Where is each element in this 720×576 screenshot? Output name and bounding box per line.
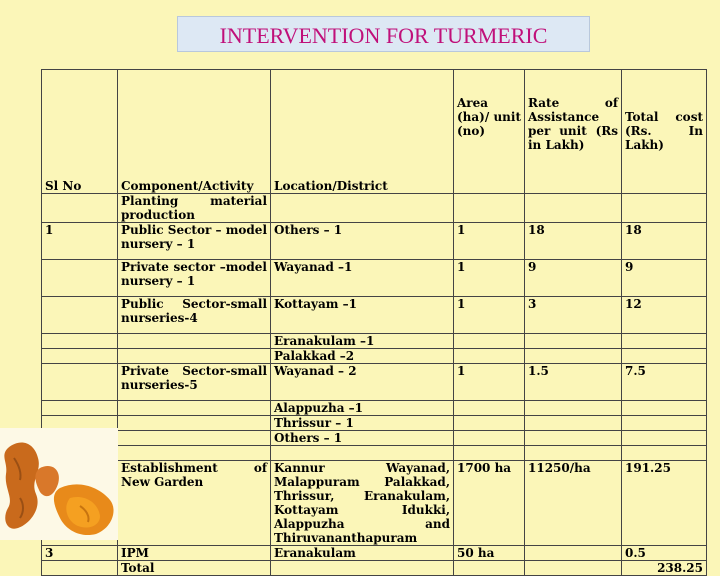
cell-sl	[42, 297, 118, 334]
header-location: Location/District	[271, 70, 454, 194]
cell-total	[622, 334, 707, 349]
cell-area	[454, 416, 525, 431]
cell-component: Planting material production	[118, 194, 271, 223]
cell-location: Wayanad –1	[271, 260, 454, 297]
cell-sl	[42, 401, 118, 416]
cell-area: 1	[454, 223, 525, 260]
cell-location: Thrissur – 1	[271, 416, 454, 431]
cell-total: 191.25	[622, 461, 707, 546]
cell-area	[454, 446, 525, 461]
table-row	[42, 223, 707, 260]
cell-total	[622, 194, 707, 223]
cell-sl	[42, 334, 118, 349]
cell-rate: 9	[525, 260, 622, 297]
cell-component: Total	[118, 561, 271, 576]
cell-total: 238.25	[622, 561, 707, 576]
cell-area	[454, 431, 525, 446]
cell-location: Others – 1	[271, 431, 454, 446]
cell-total: 12	[622, 297, 707, 334]
cell-rate	[525, 446, 622, 461]
cell-component: Public Sector – model nursery – 1	[118, 223, 271, 260]
cell-area	[454, 194, 525, 223]
table-row	[42, 349, 707, 364]
table-row	[42, 546, 707, 561]
cell-rate	[525, 334, 622, 349]
cell-sl	[42, 349, 118, 364]
cell-component	[118, 446, 271, 461]
table-row	[42, 401, 707, 416]
header-area: Area (ha)/ unit (no)	[454, 70, 525, 194]
cell-component	[118, 401, 271, 416]
cell-total	[622, 401, 707, 416]
cell-component	[118, 416, 271, 431]
cell-location	[271, 561, 454, 576]
cell-area	[454, 561, 525, 576]
cell-area	[454, 401, 525, 416]
cell-rate	[525, 546, 622, 561]
cell-total: 18	[622, 223, 707, 260]
cell-location: Palakkad –2	[271, 349, 454, 364]
cell-location: Eranakulam	[271, 546, 454, 561]
table-row	[42, 297, 707, 334]
cell-rate	[525, 431, 622, 446]
cell-location: Wayanad – 2	[271, 364, 454, 401]
table-row	[42, 446, 707, 461]
cell-rate: 11250/ha	[525, 461, 622, 546]
cell-rate	[525, 416, 622, 431]
cell-total: 9	[622, 260, 707, 297]
header-sl: Sl No	[42, 70, 118, 194]
header-rate: Rate of Assistance per unit (Rs in Lakh)	[525, 70, 622, 194]
cell-component	[118, 334, 271, 349]
cell-sl: 3	[42, 546, 118, 561]
cell-total	[622, 349, 707, 364]
cell-area	[454, 349, 525, 364]
table-row	[42, 364, 707, 401]
cell-rate	[525, 349, 622, 364]
cell-area	[454, 334, 525, 349]
cell-area: 1	[454, 364, 525, 401]
page-title: INTERVENTION FOR TURMERIC	[177, 16, 590, 52]
cell-total: 0.5	[622, 546, 707, 561]
cell-total: 7.5	[622, 364, 707, 401]
cell-location: Alappuzha –1	[271, 401, 454, 416]
turmeric-rhizome-image	[0, 428, 118, 540]
cell-area: 1	[454, 260, 525, 297]
cell-component: Public Sector-small nurseries-4	[118, 297, 271, 334]
table-row	[42, 431, 707, 446]
table-header-row	[42, 70, 707, 194]
cell-sl: 1	[42, 223, 118, 260]
cell-component: Private sector –model nursery – 1	[118, 260, 271, 297]
cell-sl	[42, 561, 118, 576]
cell-location	[271, 194, 454, 223]
header-total: Total cost (Rs. In Lakh)	[622, 70, 707, 194]
cell-component	[118, 431, 271, 446]
turmeric-intervention-table	[41, 69, 707, 576]
table-row	[42, 334, 707, 349]
table-row	[42, 461, 707, 546]
cell-location: Eranakulam –1	[271, 334, 454, 349]
cell-rate: 1.5	[525, 364, 622, 401]
cell-area: 1	[454, 297, 525, 334]
cell-location: Kottayam –1	[271, 297, 454, 334]
header-component: Component/Activity	[118, 70, 271, 194]
cell-rate: 18	[525, 223, 622, 260]
cell-component	[118, 349, 271, 364]
table-row	[42, 194, 707, 223]
cell-rate	[525, 561, 622, 576]
cell-sl	[42, 194, 118, 223]
table-row-total	[42, 561, 707, 576]
cell-location: Others – 1	[271, 223, 454, 260]
cell-rate	[525, 401, 622, 416]
cell-component: Establishment of New Garden	[118, 461, 271, 546]
cell-component: Private Sector-small nurseries-5	[118, 364, 271, 401]
cell-location	[271, 446, 454, 461]
cell-location: Kannur Wayanad, Malappuram Palakkad, Thrissur, Eranakulam, Kottayam Idukki, Alappuzha and Thiruvananthapuram	[271, 461, 454, 546]
cell-component: IPM	[118, 546, 271, 561]
cell-sl	[42, 364, 118, 401]
table-row	[42, 416, 707, 431]
cell-rate	[525, 194, 622, 223]
cell-rate: 3	[525, 297, 622, 334]
cell-sl	[42, 260, 118, 297]
cell-total	[622, 431, 707, 446]
cell-area: 1700 ha	[454, 461, 525, 546]
cell-total	[622, 416, 707, 431]
table-row	[42, 260, 707, 297]
cell-total	[622, 446, 707, 461]
cell-area: 50 ha	[454, 546, 525, 561]
